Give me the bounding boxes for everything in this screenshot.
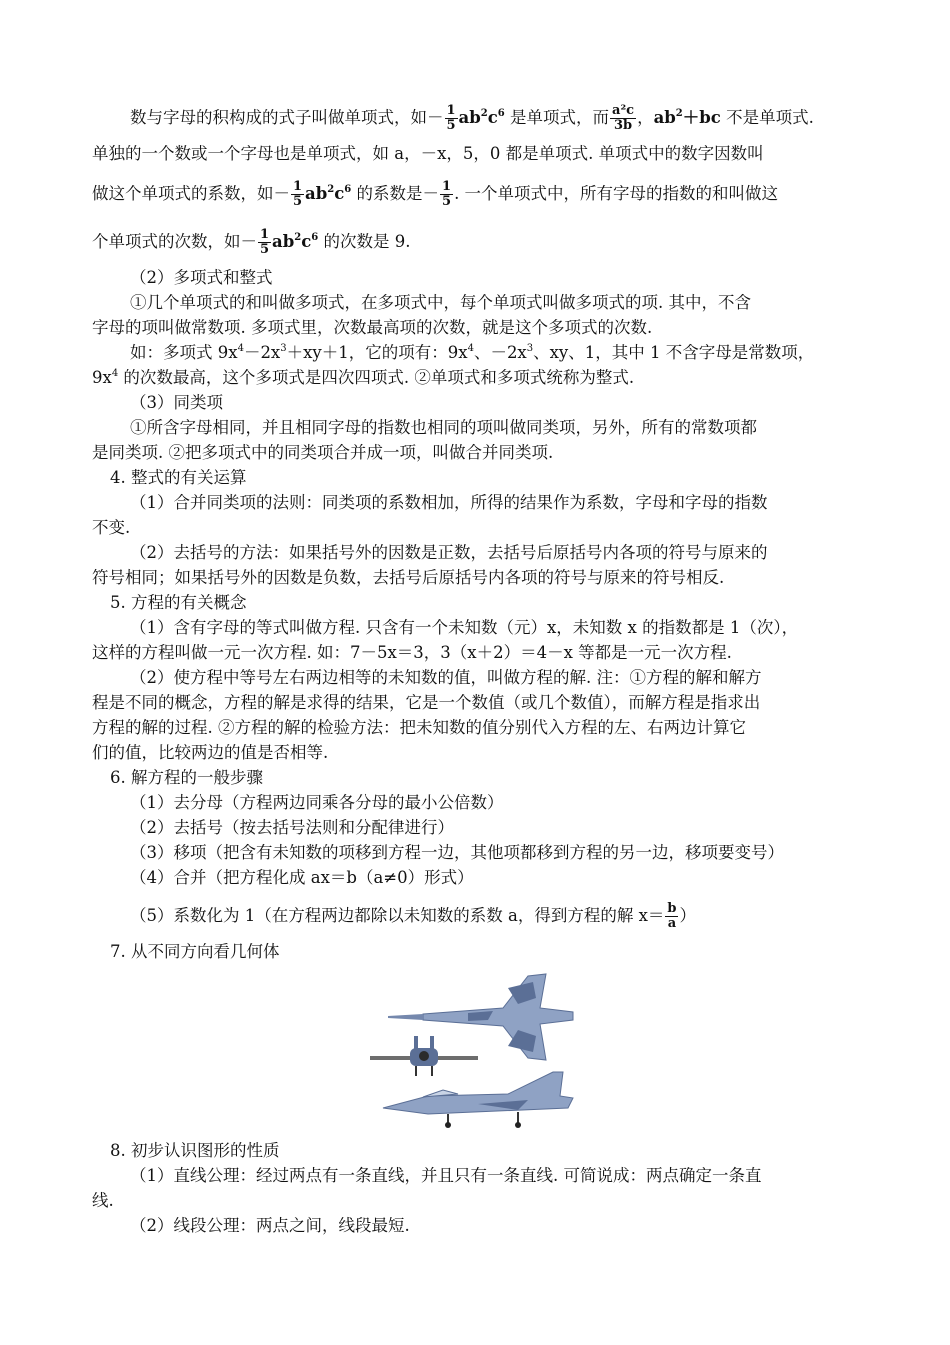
- fraction-one-fifth: $\frac{1}{5}$: [446, 103, 456, 133]
- fraction-a2c-over-3b: $\frac{\text{a²c}}{3b}$: [612, 103, 635, 133]
- section-8-text-1: （1）直线公理：经过两点有一条直线，并且只有一条直线. 可简说成：两点确定一条直: [130, 1166, 762, 1185]
- like-terms-text-2: 是同类项. ②把多项式中的同类项合并成一项，叫做合并同类项.: [92, 443, 554, 462]
- monomial-definition-line-1: 数与字母的积构成的式子叫做单项式，如－ $\frac{1}{5}$ $ab^2c^6$ 是单项式，而 $\frac{\text{a²c}}{3b}$ ，$ab^2+bc$ 不是单项式.: [130, 103, 814, 133]
- section-4-heading: 4. 整式的有关运算: [110, 468, 247, 487]
- polynomial-example-line: 如：多项式 $9x^4-2x^3+xy+1$，它的项有：$9x^4$、$-2x^3$、xy、1，其中 1 不含字母是常数项，: [130, 343, 815, 362]
- section-5-text-6: 们的值，比较两边的值是否相等.: [92, 743, 329, 762]
- polynomial-example-line-2: $9x^4$ 的次数最高，这个多项式是四次四项式. ②单项式和多项式统称为整式.: [92, 368, 635, 387]
- section-8-text-2: 线.: [92, 1191, 114, 1210]
- step-3: （3）移项（把含有未知数的项移到方程一边，其他项都移到方程的另一边，移项要变号）: [130, 843, 784, 862]
- jet-side-view: [383, 1072, 573, 1128]
- monomial-definition-line-3: 做这个单项式的系数，如－ $\frac{1}{5}$ $ab^2c^6$ 的系数是－ $\frac{1}{5}$ . 一个单项式中，所有字母的指数的和叫做这: [92, 179, 779, 209]
- section-4-text-2: 不变.: [92, 518, 131, 537]
- section-4-text-1: （1）合并同类项的法则：同类项的系数相加，所得的结果作为系数，字母和字母的指数: [130, 493, 768, 512]
- monomial-definition-line-2: 单独的一个数或一个字母也是单项式，如 a，－x，5，0 都是单项式. 单项式中的数字因数叫: [92, 144, 764, 163]
- section-6-heading: 6. 解方程的一般步骤: [110, 768, 263, 787]
- section-8-text-3: （2）线段公理：两点之间，线段最短.: [130, 1216, 410, 1235]
- section-8-heading: 8. 初步认识图形的性质: [110, 1141, 280, 1160]
- polynomial-text-1: ①几个单项式的和叫做多项式，在多项式中，每个单项式叫做多项式的项. 其中，不含: [130, 293, 751, 312]
- polynomial-text-2: 字母的项叫做常数项. 多项式里，次数最高项的次数，就是这个多项式的次数.: [92, 318, 653, 337]
- section-5-text-4: 程是不同的概念，方程的解是求得的结果，它是一个数值（或几个数值），而解方程是指求出: [92, 693, 761, 712]
- section-5-text-5: 方程的解的过程. ②方程的解的检验方法：把未知数的值分别代入方程的左、右两边计算它: [92, 718, 746, 737]
- section-5-heading: 5. 方程的有关概念: [110, 593, 247, 612]
- section-7-heading: 7. 从不同方向看几何体: [110, 942, 280, 961]
- section-5-text-1: （1）含有字母的等式叫做方程. 只含有一个未知数（元）x，未知数 x 的指数都是 1（次），: [130, 618, 799, 637]
- section-4-text-3: （2）去括号的方法：如果括号外的因数是正数，去括号后原括号内各项的符号与原来的: [130, 543, 768, 562]
- section-4-text-4: 符号相同；如果括号外的因数是负数，去括号后原括号内各项的符号与原来的符号相反.: [92, 568, 725, 587]
- like-terms-text-1: ①所含字母相同，并且相同字母的指数也相同的项叫做同类项，另外，所有的常数项都: [130, 418, 757, 437]
- fighter-jet-three-views-image: [368, 968, 583, 1133]
- like-terms-heading: （3）同类项: [130, 393, 223, 412]
- step-1: （1）去分母（方程两边同乘各分母的最小公倍数）: [130, 793, 504, 812]
- step-2: （2）去括号（按去括号法则和分配律进行）: [130, 818, 454, 837]
- jet-front-view: [370, 1036, 478, 1076]
- step-4: （4）合并（把方程化成 ax＝b（a≠0）形式）: [130, 868, 474, 887]
- step-5: （5）系数化为 1（在方程两边都除以未知数的系数 a，得到方程的解 x＝ $\frac{b}{a}$ ）: [130, 901, 696, 931]
- section-5-text-3: （2）使方程中等号左右两边相等的未知数的值，叫做方程的解. 注：①方程的解和解方: [130, 668, 762, 687]
- monomial-definition-line-4: 个单项式的次数，如－ $\frac{1}{5}$ $ab^2c^6$ 的次数是 9.: [92, 227, 411, 257]
- section-5-text-2: 这样的方程叫做一元一次方程. 如：7－5x＝3，3（x＋2）＝4－x 等都是一元一次方程.: [92, 643, 732, 662]
- polynomial-heading: （2）多项式和整式: [130, 268, 273, 287]
- fraction-b-over-a: $\frac{b}{a}$: [667, 901, 677, 931]
